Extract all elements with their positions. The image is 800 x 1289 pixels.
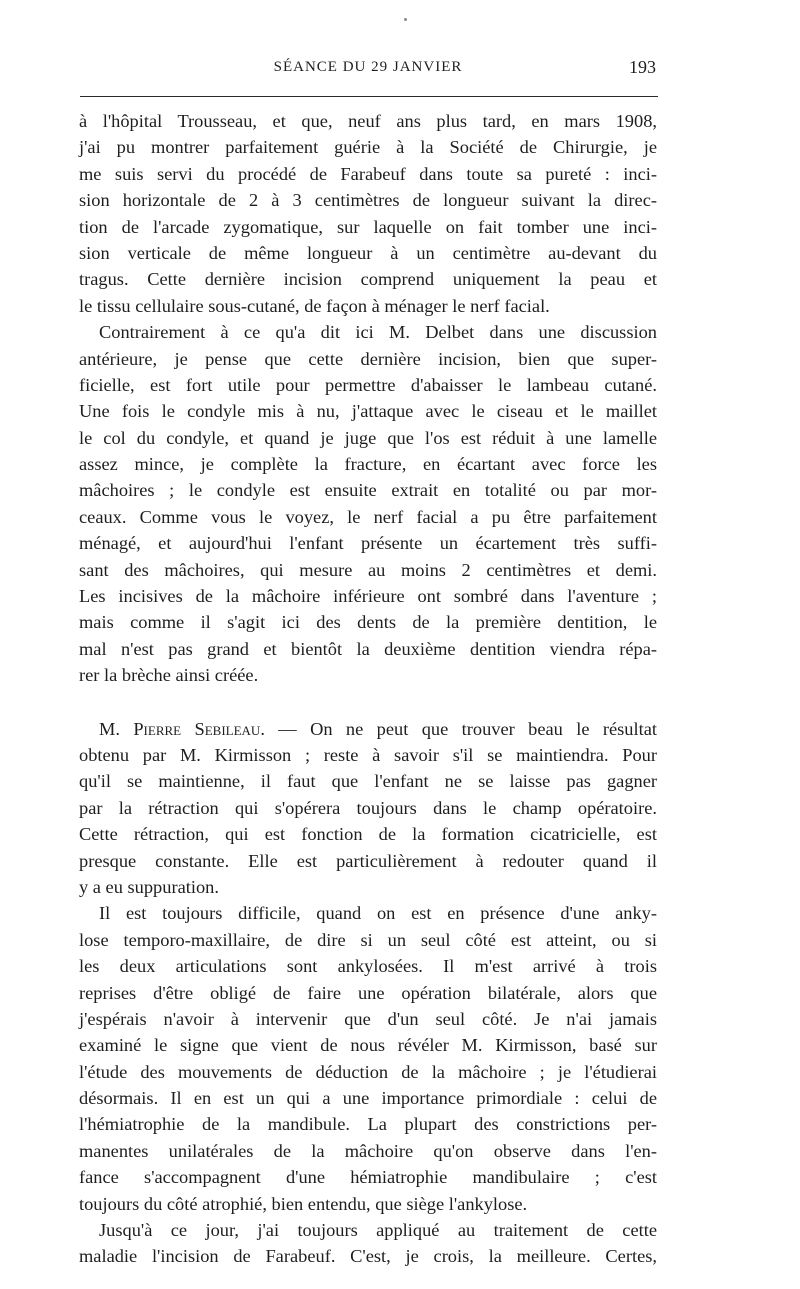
text-line: examiné le signe que vient de nous révéler M. Kirmisson, basé sur [79, 1035, 657, 1056]
page-header [80, 55, 656, 79]
text-line: mais comme il s'agit ici des dents de la première dentition, le [79, 612, 657, 633]
text-line: le tissu cellulaire sous-cutané, de façon à ménager le nerf facial. [79, 295, 550, 316]
page-number: 193 [629, 57, 656, 77]
paragraph [79, 716, 657, 901]
text-line: obtenu par M. Kirmisson ; reste à savoir s'il se maintiendra. Pour [79, 744, 657, 765]
print-speck [404, 18, 407, 21]
text-line: presque constante. Elle est particulièrement à redouter quand il [79, 850, 657, 871]
text-line: toujours du côté atrophié, bien entendu, que siège l'ankylose. [79, 1193, 528, 1214]
paragraph [79, 319, 657, 688]
paragraph [79, 900, 657, 1217]
text-line: mal n'est pas grand et bientôt la deuxième dentition viendra répa- [79, 638, 657, 659]
text-line: l'hémiatrophie de la mandibule. La plupart des constrictions per- [79, 1114, 657, 1135]
paragraph [79, 1217, 657, 1270]
text-line: me suis servi du procédé de Farabeuf dans toute sa pureté : inci- [79, 163, 657, 184]
text-line: l'étude des mouvements de déduction de la mâchoire ; je l'étudierai [79, 1061, 657, 1082]
body-text [79, 108, 657, 1270]
text-line: j'espérais n'avoir à intervenir que d'un seul côté. Je n'ai jamais [79, 1008, 657, 1029]
text-line: Les incisives de la mâchoire inférieure ont sombré dans l'aventure ; [79, 586, 657, 607]
speech-text: — On ne peut que trouver beau le résultat [264, 718, 657, 739]
paragraph-spacer [79, 689, 657, 716]
running-title: SÉANCE DU 29 JANVIER [273, 59, 463, 75]
text-line: ménagé, et aujourd'hui l'enfant présente un écartement très suffi- [79, 533, 657, 554]
text-line: ceaux. Comme vous le voyez, le nerf facial a pu être parfaitement [79, 506, 657, 527]
text-line: j'ai pu montrer parfaitement guérie à la Société de Chirurgie, je [79, 137, 657, 158]
text-line: tragus. Cette dernière incision comprend uniquement la peau et [79, 269, 657, 290]
text-line: Contrairement à ce qu'a dit ici M. Delbet dans une discussion [99, 322, 657, 343]
text-line: désormais. Il en est un qui a une importance primordiale : celui de [79, 1088, 657, 1109]
text-line: reprises d'être obligé de faire une opération bilatérale, alors que [79, 982, 657, 1003]
text-line: lose temporo-maxillaire, de dire si un seul côté est atteint, ou si [79, 929, 657, 950]
text-line: rer la brèche ainsi créée. [79, 665, 259, 686]
text-line: fance s'accompagnent d'une hémiatrophie mandibulaire ; c'est [79, 1167, 657, 1188]
header-rule [80, 96, 658, 97]
text-line: Jusqu'à ce jour, j'ai toujours appliqué au traitement de cette [99, 1220, 657, 1241]
text-line: sion horizontale de 2 à 3 centimètres de longueur suivant la direc- [79, 190, 657, 211]
text-line: y a eu suppuration. [79, 876, 219, 897]
text-line: sant des mâchoires, qui mesure au moins 2 centimètres et demi. [79, 559, 657, 580]
text-line: tion de l'arcade zygomatique, sur laquelle on fait tomber une inci- [79, 216, 657, 237]
text-line: antérieure, je pense que cette dernière incision, bien que super- [79, 348, 657, 369]
text-line: ficielle, est fort utile pour permettre d'abaisser le lambeau cutané. [79, 374, 657, 395]
text-line: les deux articulations sont ankylosées. Il m'est arrivé à trois [79, 956, 657, 977]
text-line: sion verticale de même longueur à un centimètre au-devant du [79, 242, 657, 263]
text-line: par la rétraction qui s'opérera toujours dans le champ opératoire. [79, 797, 657, 818]
text-line: Une fois le condyle mis à nu, j'attaque avec le ciseau et le maillet [79, 401, 657, 422]
text-line: maladie l'incision de Farabeuf. C'est, je crois, la meilleure. Certes, [79, 1246, 657, 1267]
paragraph [79, 108, 657, 319]
text-line: Il est toujours difficile, quand on est en présence d'une anky- [99, 903, 657, 924]
text-line: assez mince, je complète la fracture, en écartant avec force les [79, 454, 657, 475]
text-line: Cette rétraction, qui est fonction de la formation cicatricielle, est [79, 824, 657, 845]
text-line: mâchoires ; le condyle est ensuite extrait en totalité ou par mor- [79, 480, 657, 501]
text-line: le col du condyle, et quand je juge que l'os est réduit à une lamelle [79, 427, 657, 448]
text-line: manentes unilatérales de la mâchoire qu'on observe dans l'en- [79, 1140, 657, 1161]
text-line: à l'hôpital Trousseau, et que, neuf ans plus tard, en mars 1908, [79, 111, 657, 131]
text-line: qu'il se maintienne, il faut que l'enfant ne se laisse pas gagner [79, 771, 657, 792]
speaker-name: M. Pierre Sebileau. [99, 718, 265, 739]
text-line [79, 716, 657, 742]
